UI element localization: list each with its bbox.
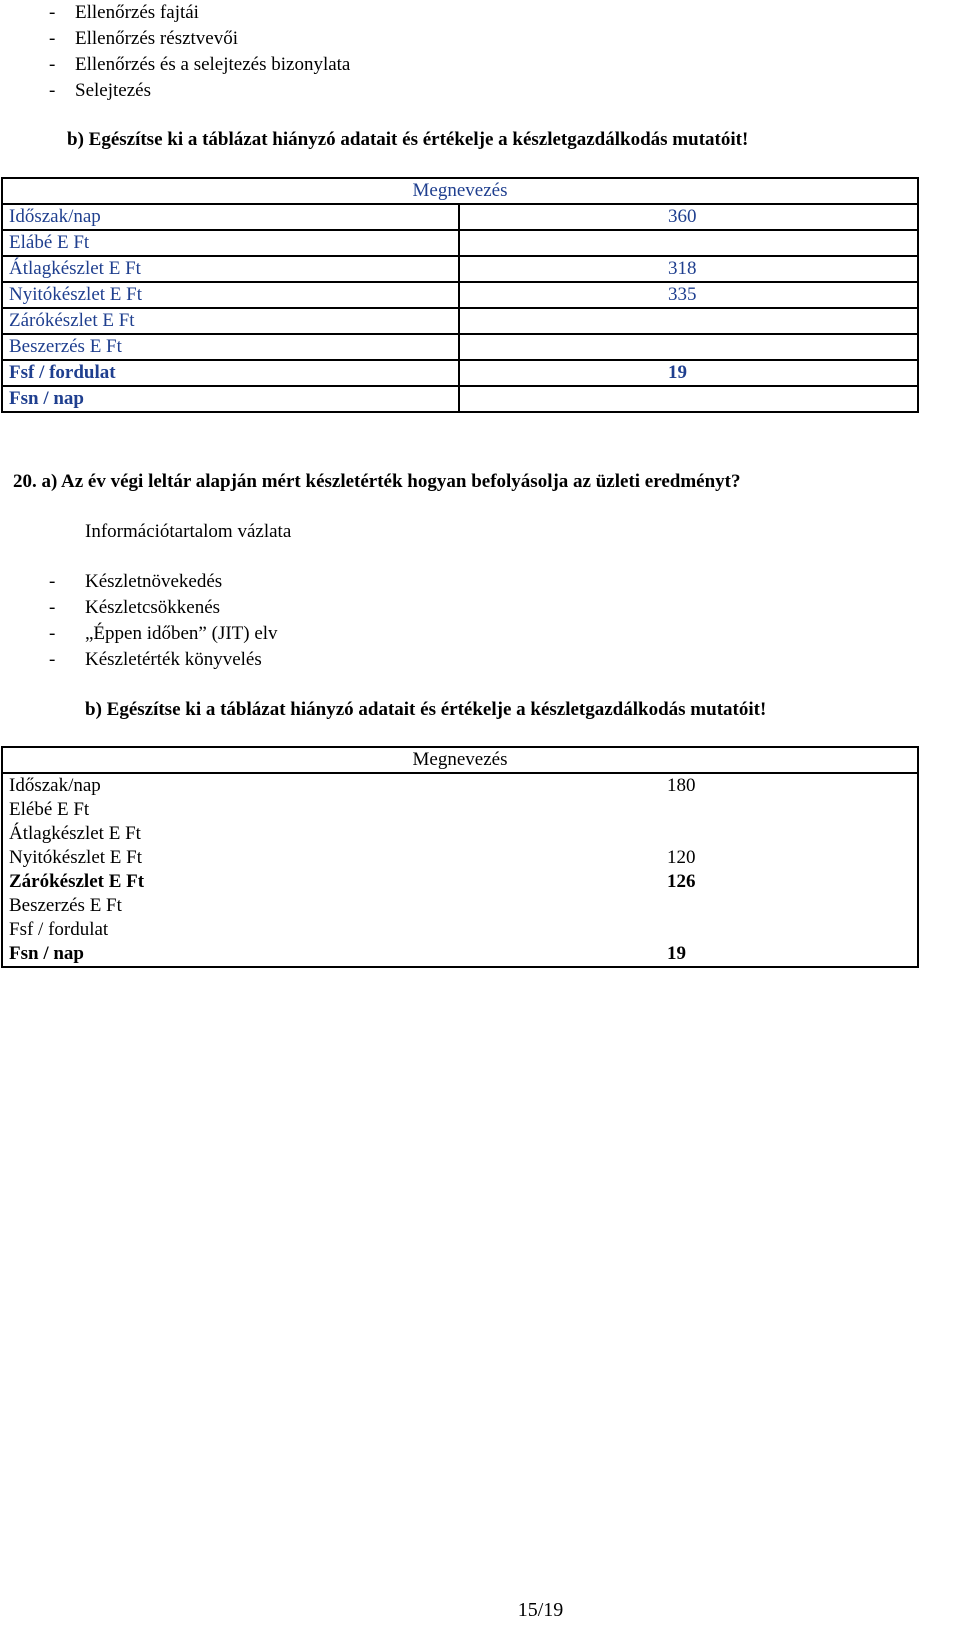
page-number: 15/19: [517, 1599, 564, 1621]
table-row: [2, 308, 918, 334]
list-item-text: Készletnövekedés: [85, 571, 223, 592]
row-value: [459, 386, 918, 412]
table-row: [2, 282, 918, 308]
row-value: 335: [459, 282, 918, 308]
table-row: [2, 894, 918, 918]
inventory-table-2: [1, 746, 919, 968]
list-item-text: Selejtezés: [75, 80, 151, 101]
row-label: Fsn / nap: [2, 942, 459, 967]
list-item: - Ellenőrzés résztvevői: [49, 28, 239, 49]
row-value: 19: [459, 360, 918, 386]
table-header-row: [2, 747, 918, 773]
table-row: [2, 334, 918, 360]
table-header-cell: Megnevezés: [2, 747, 918, 773]
row-label: Fsf / fordulat: [2, 360, 459, 386]
row-label: Fsn / nap: [2, 386, 459, 412]
list-item-text: Készletérték könyvelés: [85, 649, 262, 670]
row-value: 318: [459, 256, 918, 282]
top-bullet-list: [49, 0, 350, 104]
list-item: - Készletnövekedés: [49, 571, 223, 592]
row-label: Időszak/nap: [2, 773, 459, 798]
row-label: Beszerzés E Ft: [2, 894, 459, 918]
outline-bullet-list: [49, 569, 278, 673]
list-item-text: „Éppen időben” (JIT) elv: [85, 623, 278, 644]
list-item: - Készletcsökkenés: [49, 597, 221, 618]
table-row: [2, 204, 918, 230]
task-b-second: b) Egészítse ki a táblázat hiányzó adatait és értékelje a készletgazdálkodás mutatóit!: [85, 699, 767, 720]
row-value: 126: [459, 870, 918, 894]
row-label: Nyitókészlet E Ft: [2, 846, 459, 870]
table-row: [2, 230, 918, 256]
table-row: [2, 942, 918, 967]
table-header-cell: Megnevezés: [2, 178, 918, 204]
row-label: Zárókészlet E Ft: [2, 308, 459, 334]
table-row: [2, 773, 918, 798]
list-item: - Ellenőrzés fajtái: [49, 2, 199, 23]
inventory-table-1: [1, 177, 919, 413]
table-row: [2, 846, 918, 870]
row-value: 120: [459, 846, 918, 870]
table-row: [2, 386, 918, 412]
row-value: [459, 822, 918, 846]
row-value: [459, 894, 918, 918]
table-row: [2, 822, 918, 846]
list-item: - Készletérték könyvelés: [49, 649, 262, 670]
row-value: 180: [459, 773, 918, 798]
list-item-text: Készletcsökkenés: [85, 597, 221, 618]
list-item-text: Ellenőrzés és a selejtezés bizonylata: [75, 54, 351, 75]
list-item-text: Ellenőrzés résztvevői: [75, 28, 239, 49]
row-label: Elébé E Ft: [2, 798, 459, 822]
row-value: 19: [459, 942, 918, 967]
row-label: Beszerzés E Ft: [2, 334, 459, 360]
row-value: [459, 918, 918, 942]
row-label: Fsf / fordulat: [2, 918, 459, 942]
table-row: [2, 870, 918, 894]
question-20a: 20. a) Az év végi leltár alapján mért készletérték hogyan befolyásolja az üzleti eredményt?: [13, 471, 741, 492]
row-value: 360: [459, 204, 918, 230]
table-row: [2, 360, 918, 386]
task-b-first: b) Egészítse ki a táblázat hiányzó adatait és értékelje a készletgazdálkodás mutatóit!: [67, 129, 749, 150]
outline-title: Információtartalom vázlata: [85, 521, 292, 542]
row-value: [459, 230, 918, 256]
row-label: Elábé E Ft: [2, 230, 459, 256]
list-item-text: Ellenőrzés fajtái: [75, 2, 199, 23]
row-label: Átlagkészlet E Ft: [2, 256, 459, 282]
table-row: [2, 798, 918, 822]
table-row: [2, 918, 918, 942]
row-value: [459, 334, 918, 360]
row-label: Nyitókészlet E Ft: [2, 282, 459, 308]
row-value: [459, 798, 918, 822]
row-label: Időszak/nap: [2, 204, 459, 230]
row-value: [459, 308, 918, 334]
row-label: Zárókészlet E Ft: [2, 870, 459, 894]
row-label: Átlagkészlet E Ft: [2, 822, 459, 846]
table-row: [2, 256, 918, 282]
list-item: - Ellenőrzés és a selejtezés bizonylata: [49, 54, 351, 75]
list-item: - „Éppen időben” (JIT) elv: [49, 623, 278, 644]
list-item: - Selejtezés: [49, 80, 151, 101]
table-header-row: [2, 178, 918, 204]
